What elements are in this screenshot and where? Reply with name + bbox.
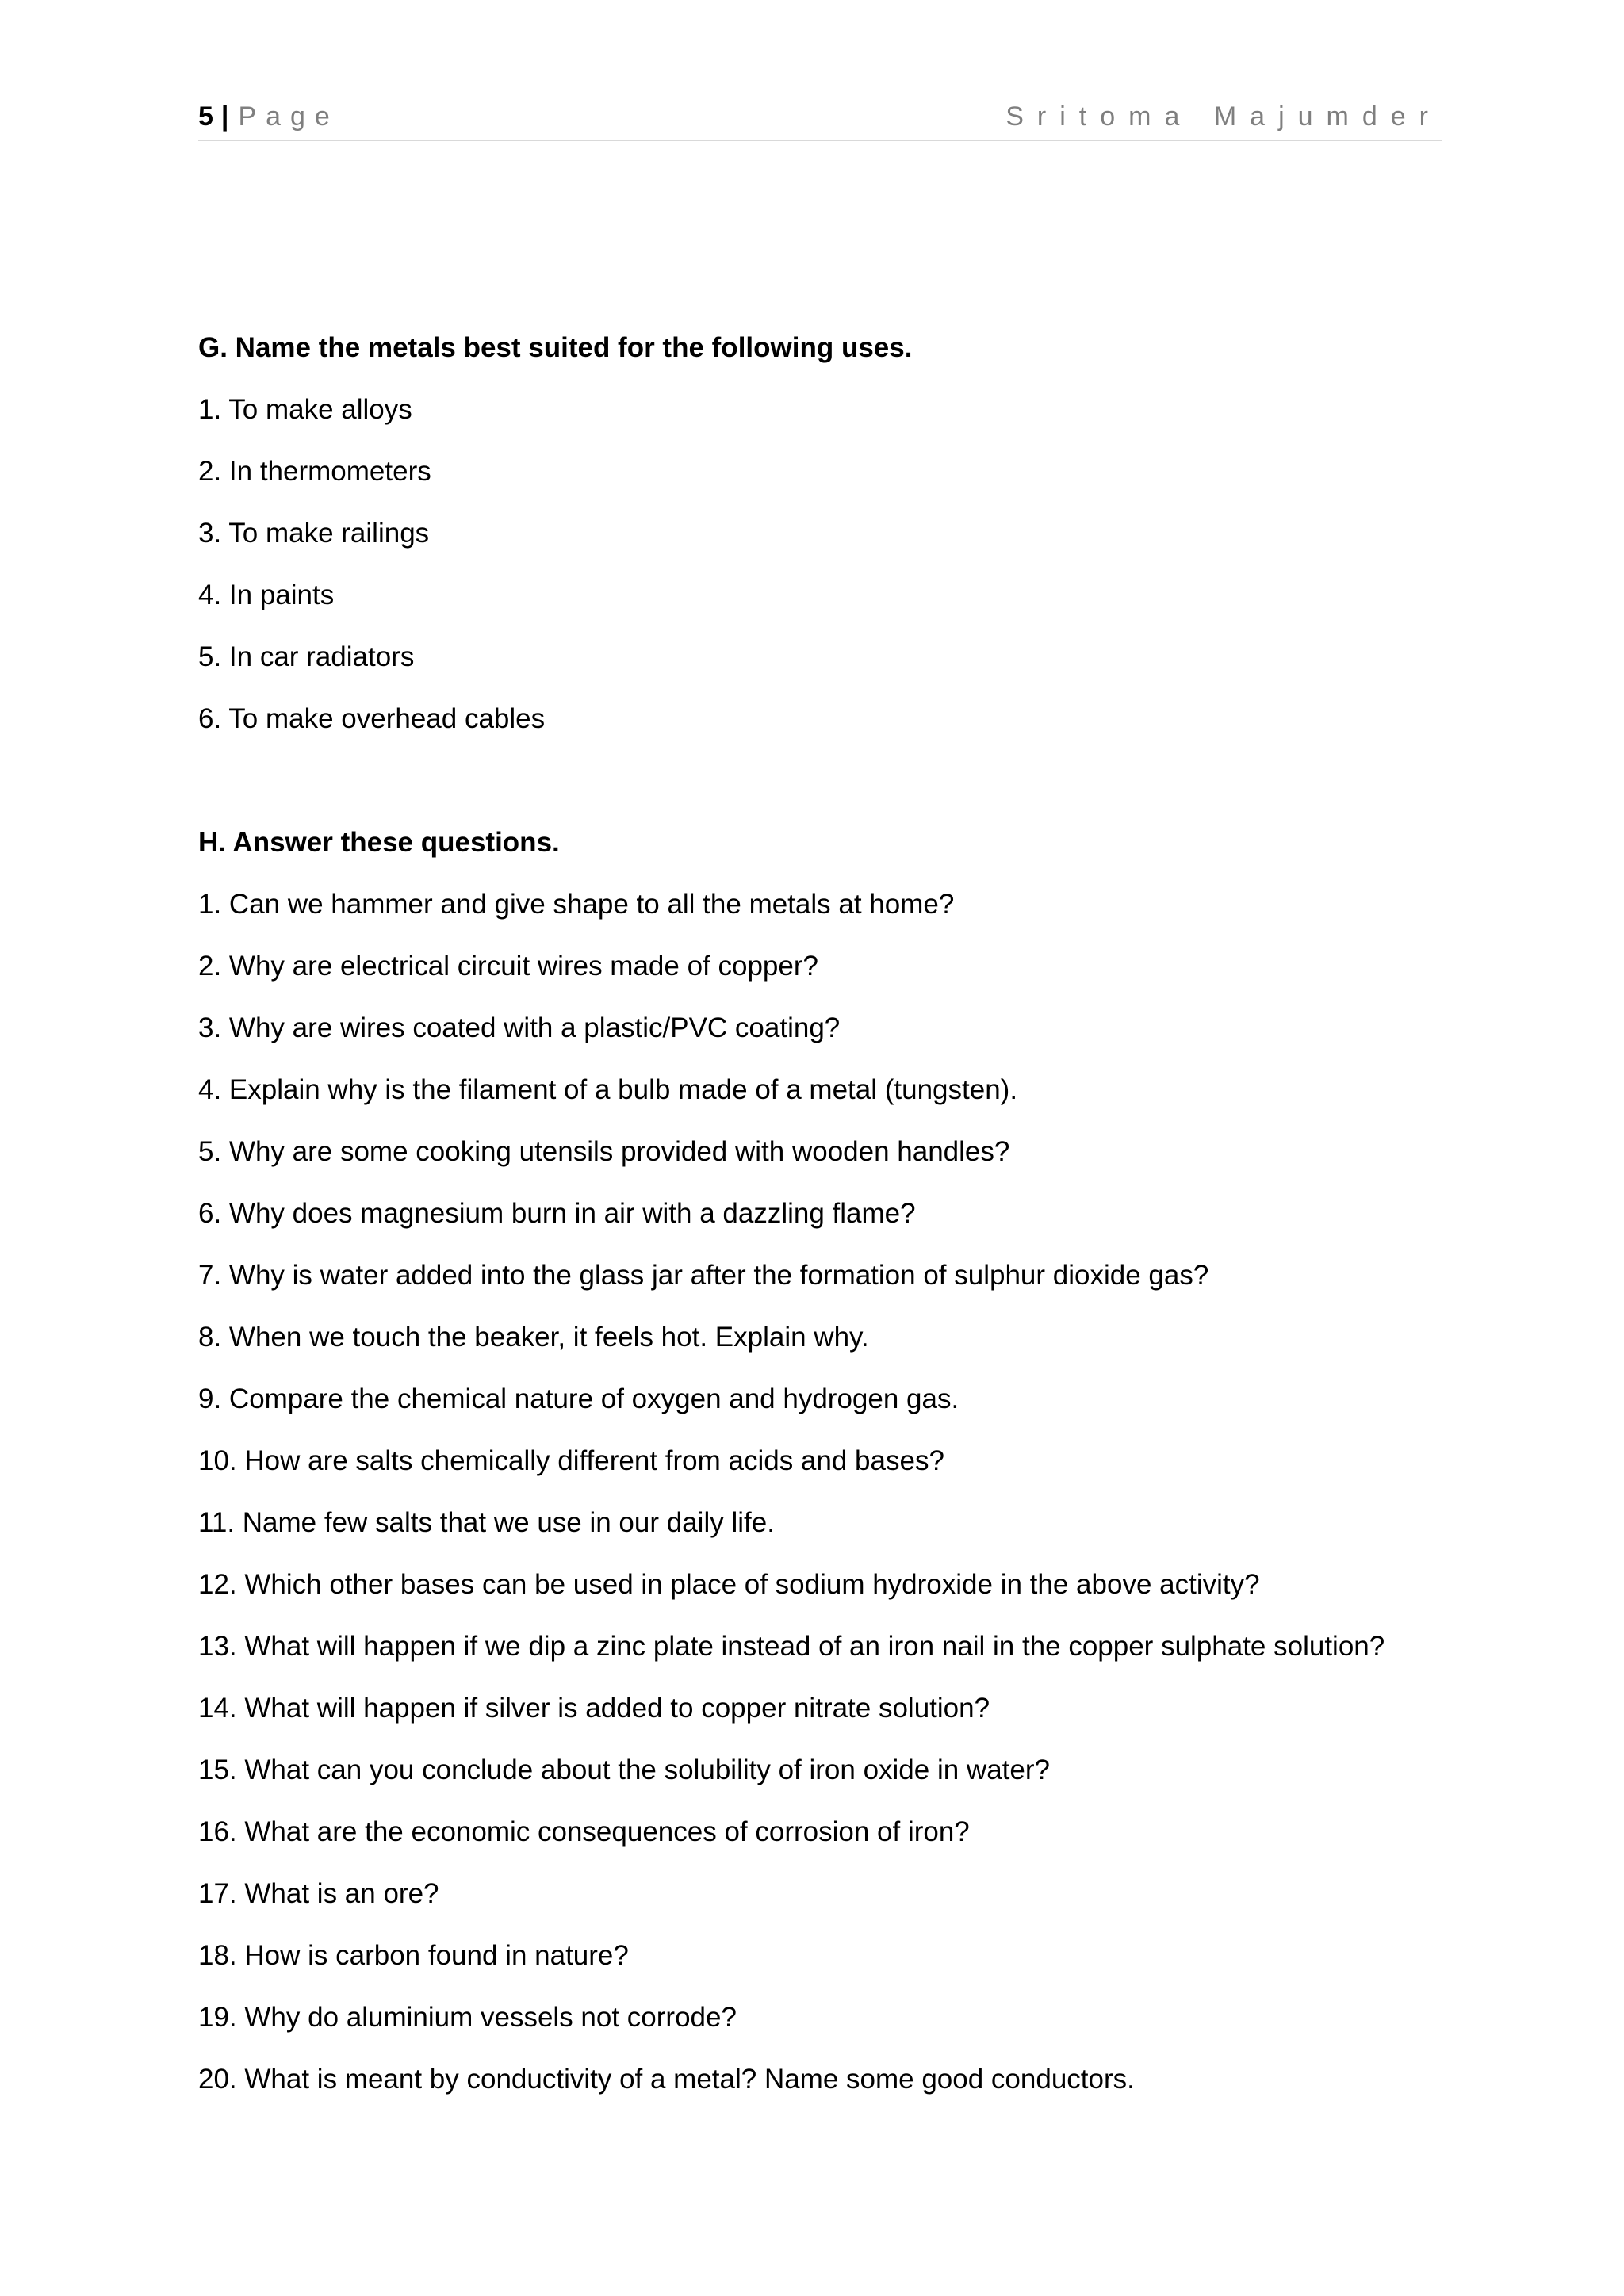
list-item: 13. What will happen if we dip a zinc plate instead of an iron nail in the copper sulphate solution? [198, 1631, 1385, 1662]
list-item: 11. Name few salts that we use in our daily life. [198, 1507, 775, 1538]
list-item: 16. What are the economic consequences of corrosion of iron? [198, 1816, 970, 1847]
list-item: 4. In paints [198, 580, 335, 610]
list-item: 3. To make railings [198, 518, 430, 549]
author-name: Sritoma Majumder [1005, 101, 1442, 132]
list-item: 2. Why are electrical circuit wires made of copper? [198, 951, 818, 982]
list-item: 17. What is an ore? [198, 1878, 439, 1909]
list-item: 18. How is carbon found in nature? [198, 1940, 629, 1971]
list-item: 3. Why are wires coated with a plastic/PVC coating? [198, 1012, 841, 1043]
section-h-heading: H. Answer these questions. [198, 827, 560, 858]
list-item: 10. How are salts chemically different from acids and bases? [198, 1445, 944, 1476]
list-item: 6. To make overhead cables [198, 703, 546, 734]
page-word: Page [238, 101, 339, 132]
section-g-heading: G. Name the metals best suited for the following uses. [198, 332, 913, 363]
page-separator: | [220, 101, 234, 132]
list-item: 20. What is meant by conductivity of a metal? Name some good conductors. [198, 2064, 1135, 2095]
list-item: 12. Which other bases can be used in place of sodium hydroxide in the above activity? [198, 1569, 1260, 1600]
page-indicator [198, 94, 339, 140]
list-item: 6. Why does magnesium burn in air with a dazzling flame? [198, 1198, 916, 1229]
list-item: 5. In car radiators [198, 641, 415, 672]
list-item: 1. To make alloys [198, 394, 412, 425]
page-number: 5 [198, 101, 218, 132]
list-item: 7. Why is water added into the glass jar after the formation of sulphur dioxide gas? [198, 1260, 1209, 1291]
list-item: 5. Why are some cooking utensils provided with wooden handles? [198, 1136, 1010, 1167]
section-g [198, 317, 1442, 750]
list-item: 1. Can we hammer and give shape to all the metals at home? [198, 889, 955, 920]
list-item: 2. In thermometers [198, 456, 431, 487]
page-header [198, 94, 1442, 141]
list-item: 19. Why do aluminium vessels not corrode? [198, 2002, 737, 2033]
list-item: 9. Compare the chemical nature of oxygen and hydrogen gas. [198, 1383, 959, 1414]
document-body [198, 317, 1442, 2110]
list-item: 4. Explain why is the filament of a bulb made of a metal (tungsten). [198, 1074, 1018, 1105]
list-item: 14. What will happen if silver is added to copper nitrate solution? [198, 1693, 990, 1724]
section-spacer [198, 750, 1442, 812]
list-item: 15. What can you conclude about the solubility of iron oxide in water? [198, 1755, 1050, 1785]
list-item: 8. When we touch the beaker, it feels hot. Explain why. [198, 1322, 869, 1353]
section-h [198, 812, 1442, 2110]
